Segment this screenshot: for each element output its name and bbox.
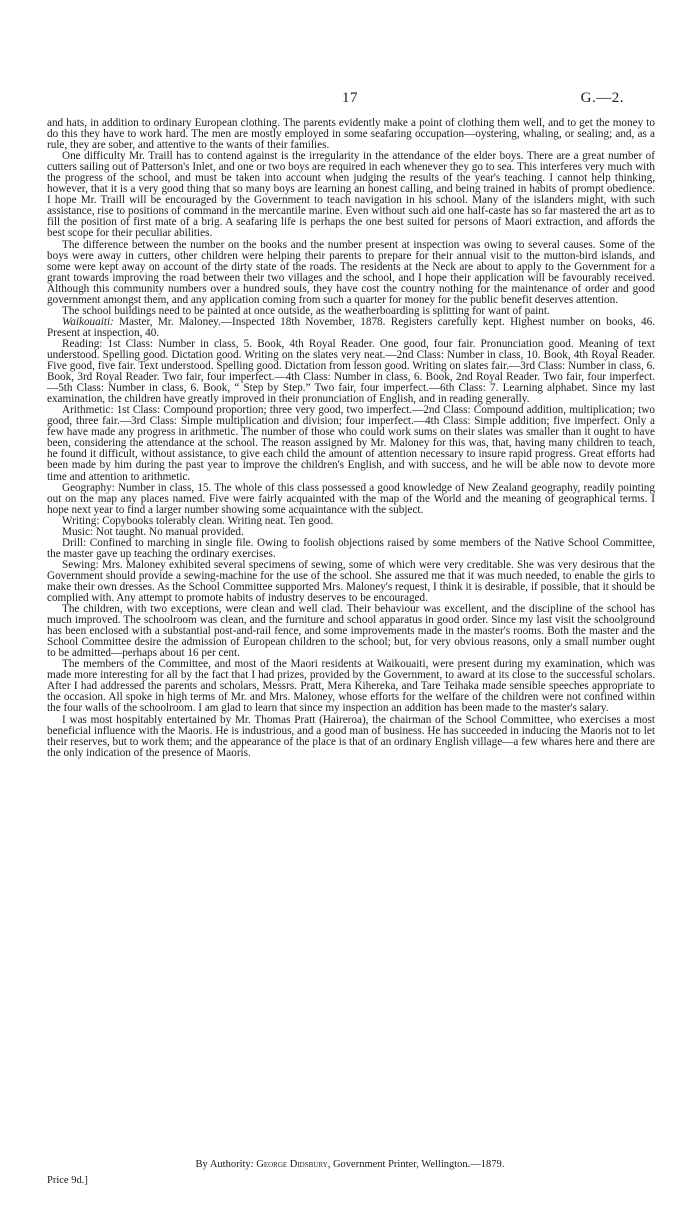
paragraph: I was most hospitably entertained by Mr. Thomas Pratt (Haireroa), the chairman of the School Committee, who exercises a most beneficial influence with the Maoris. He is industrious, and a good man of business. He has succeeded in inducing the Maoris not to let their reserves, but to work them; and the appearance of the place is that of an ordinary English village—a few whares here and there are the only indication of the presence of Maoris. [47,713,655,759]
paragraph: Music: Not taught. No manual provided. [62,525,244,538]
imprint-suffix: , Government Printer, Wellington.—1879. [327,1159,505,1170]
paragraph: The difference between the number on the books and the number present at inspection was owing to several causes. Some of the boys were away in cutters, other children were helping their parents to prepare for their annual visit to the mutton-bird islands, and some were kept away on account of the dirty state of the roads. The residents at the Neck are about to apply to the Government for a grant towards improving the road between their two villages and the school, and I hope their application will be favourably received. Although this community numbers over a hundred souls, they have cost the country nothing for the maintenance of order and good government amongst them, and any application coming from such a quarter for money for the public benefit deserves attention. [47,238,655,306]
paragraph: The school buildings need to be painted at once outside, as the weatherboarding is splitting for want of paint. [62,304,550,317]
page-number: 17 [342,90,358,106]
price-label: Price 9d.] [47,1175,88,1186]
school-name: Waikouaiti: [62,315,114,328]
paragraph: One difficulty Mr. Traill has to contend against is the irregularity in the attendance of the elder boys. There are a great number of cutters sailing out of Patterson's Inlet, and one or two boys are required in each whenever they go to sea. This interferes very much with the progress of the school, and must be taken into account when judging the results of the year's teaching. I cannot help thinking, however, that it is a very good thing that so many boys are learning an honest calling, and being trained in habits of prompt obedience. I hope Mr. Traill will be encouraged by the Government to teach navigation in his school. Many of the islanders might, with such assistance, rise to positions of command in the mercantile marine. Even without such aid one half-caste has so far mastered the art as to fill the position of first mate of a brig. A seafaring life is perhaps the one best suited for persons of Maori extraction, and affords the best scope for their peculiar abilities. [47,150,655,240]
paragraph: The children, with two exceptions, were clean and well clad. Their behaviour was excellent, and the discipline of the school has much improved. The schoolroom was clean, and the furniture and school apparatus in good order. Since my last visit the schoolground has been enclosed with a substantial post-and-rail fence, and some improvements made in the master's rooms. Both the master and the School Committee desire the admission of European children to the school; but, for very obvious reasons, only a small number ought to be admitted—perhaps about 16 per cent. [47,603,655,660]
school-heading-paragraph [47,317,655,339]
paragraph: Sewing: Mrs. Maloney exhibited several specimens of sewing, some of which were very creditable. She was very desirous that the Government should provide a sewing-machine for the use of the school. She assured me that it was much needed, to enable the girls to make their own dresses. As the School Committee supported Mrs. Maloney's request, I think it is desirable, if possible, that it should be complied with. Any attempt to promote habits of industry deserves to be encouraged. [47,558,655,605]
paragraph: Arithmetic: 1st Class: Compound proportion; three very good, two imperfect.—2nd Class: Compound addition, multiplication; two good, three fair.—3rd Class: Simple multiplication and division; four imperfect.—4th Class: Simple addition; five imperfect. Only a few have made any progress in arithmetic. The number of those who could work sums on their slates was smaller than it ought to have been, considering the attendance at the school. The reason assigned by Mr. Maloney for this was, that, having many children to teach, he found it difficult, without assistance, to give each child the amount of attention necessary to insure rapid progress. Great efforts had been made by him during the past year to improve the children's English, and with success, and he will be able now to devote more time and attention to arithmetic. [47,404,655,483]
imprint-printer: George Didsbury [256,1159,328,1170]
paragraph: Geography: Number in class, 15. The whole of this class possessed a good knowledge of New Zealand geography, readily pointing out on the map any places named. Five were fairly acquainted with the map of the World and the meaning of geographical terms. I hope next year to find a larger number showing some acquaintance with the subject. [47,481,655,516]
paragraph: Writing: Copybooks tolerably clean. Writing neat. Ten good. [62,514,334,527]
paragraph: The members of the Committee, and most of the Maori residents at Waikouaiti, were present during my examination, which was made more interesting for all by the fact that I had prizes, provided by the Government, to award at its close to the successful scholars. After I had addressed the parents and scholars, Messrs. Pratt, Mera Kihereka, and Tare Teihaka made sensible speeches appropriate to the occasion. All spoke in high terms of Mr. and Mrs. Maloney, whose efforts for the welfare of the children were not confined within the four walls of the schoolroom. I am glad to learn that since my inspection an addition has been made to the master's salary. [47,658,655,715]
paragraph: Reading: 1st Class: Number in class, 5. Book, 4th Royal Reader. One good, four fair. Pronunciation good. Meaning of text understood. Spelling good. Dictation good. Writing on the slates very neat.—2nd Class: Number in class, 10. Book, 4th Royal Reader. Five good, five fair. Text understood. Spelling good. Dictation from lesson good. Writing on slates fair.—3rd Class: Number in class, 6. Book, 3rd Royal Reader. Two fair, four imperfect.—4th Class: Number in class, 6. Book, 2nd Royal Reader. Two fair, four imperfect.—5th Class: Number in class, 6. Book, “ Step by Step.” Two fair, four imperfect.—6th Class: 7. Learning alphabet. Since my last examination, the children have greatly improved in their pronunciation of English, and in reading generally. [47,337,655,406]
imprint-prefix: By Authority: [195,1159,254,1170]
printer-imprint [0,1159,700,1170]
paragraph: Drill: Confined to marching in single file. Owing to foolish objections raised by some members of the Native School Committee, the master gave up teaching the ordinary exercises. [47,536,655,560]
page-reference: G.—2. [580,90,624,106]
paragraph: and hats, in addition to ordinary European clothing. The parents evidently make a point of clothing them well, and to get the money to do this they have to work hard. The men are mostly employed in some seafaring occupation—oystering, whaling, or sealing; and, as a rule, they are sober, and attentive to the wants of their families. [47,117,655,152]
body-text [47,118,655,759]
school-summary: Master, Mr. Maloney.—Inspected 18th November, 1878. Registers carefully kept. Highest number on books, 46. Present at inspection, 40. [47,315,655,339]
